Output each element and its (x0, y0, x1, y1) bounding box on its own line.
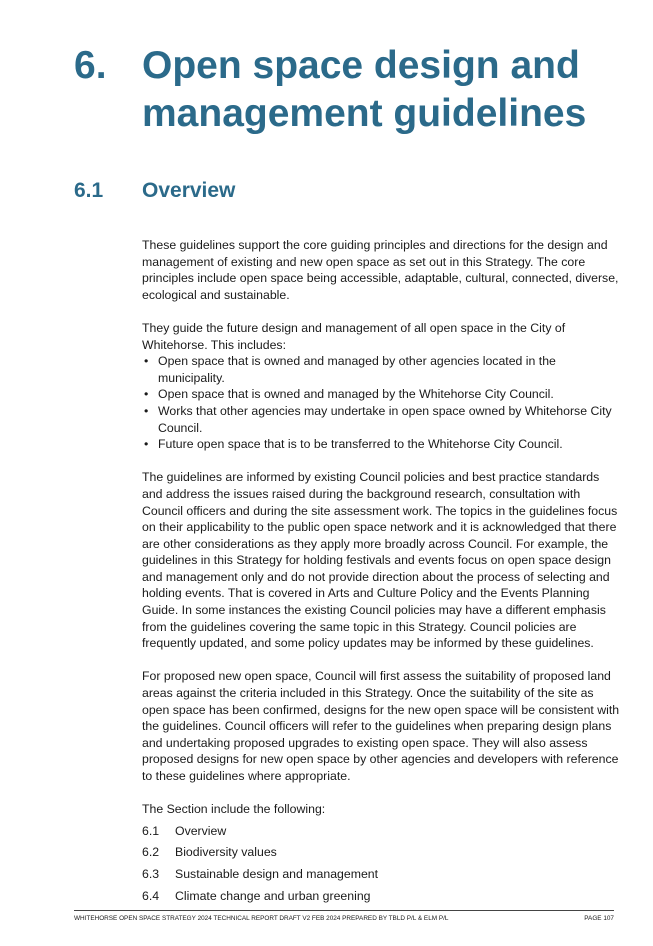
list-item: • Works that other agencies may undertake in open space owned by Whitehorse City Council. (142, 403, 622, 436)
chapter-number: 6. (74, 44, 107, 87)
list-item: • Future open space that is to be transferred to the Whitehorse City Council. (142, 436, 622, 453)
scope-list (142, 353, 622, 453)
page-footer (74, 914, 614, 923)
body-text (142, 237, 622, 909)
footer-divider (74, 910, 614, 911)
contents-item (142, 844, 622, 866)
chapter-title: Open space design and management guidelines (142, 44, 587, 135)
contents-label: Climate change and urban greening (175, 888, 371, 903)
chapter-heading (74, 42, 634, 138)
contents-label: Overview (175, 823, 227, 838)
section-contents-list (142, 823, 622, 909)
list-item: • Open space that is owned and managed by the Whitehorse City Council. (142, 386, 622, 403)
section-title: Overview (142, 179, 236, 202)
contents-label: Sustainable design and management (175, 866, 379, 881)
contents-number: 6.4 (142, 888, 160, 903)
contents-number: 6.2 (142, 845, 160, 860)
list-item: • Open space that is owned and managed by other agencies located in the municipality. (142, 353, 622, 386)
section-number: 6.1 (74, 179, 104, 202)
contents-number: 6.3 (142, 866, 160, 881)
paragraph-scope: They guide the future design and management of all open space in the City of Whitehorse. This includes: (142, 320, 566, 352)
contents-item (142, 866, 622, 888)
contents-item (142, 823, 622, 845)
paragraph-new-open-space: For proposed new open space, Council will first assess the suitability of proposed land areas against the criteria included in this Strategy. Once the suitability of the site as open space has been confirmed, designs for the new open space will be consistent with the guidelines. Council officers will refer to the guidelines when preparing design plans and undertaking proposed upgrades to existing open space. They will also assess proposed designs for new open space by other agencies and developers with reference to these guidelines where appropriate. (142, 669, 620, 783)
contents-item (142, 888, 622, 910)
paragraph-policies: The guidelines are informed by existing Council policies and best practice standards and address the issues raised during the background research, consultation with Council officers and during the site assessment work. The topics in the guidelines focus on their applicability to the public open space network and it is acknowledged that there are other considerations as they apply more broadly across Council. For example, the guidelines in this Strategy for holding festivals and events focus on open space design and management only and do not provide direction about the process of selecting and holding events. That is covered in Arts and Culture Policy and the Events Planning Guide. In some instances the existing Council policies may have a different emphasis from the guidelines covering the same topic in this Strategy. Council policies are frequently updated, and some policy updates may be informed by these guidelines. (142, 470, 618, 651)
section-heading (74, 178, 574, 204)
contents-label: Biodiversity values (175, 845, 277, 860)
paragraph-intro: These guidelines support the core guiding principles and directions for the design and management of existing and new open space as set out in this Strategy. The core principles include open space being accessible, adaptable, cultural, connected, diverse, ecological and sustainable. (142, 238, 619, 302)
footer-document-info: WHITEHORSE OPEN SPACE STRATEGY 2024 TECHNICAL REPORT DRAFT V2 FEB 2024 PREPARED BY TBLD P/L & ELM P/L (74, 915, 449, 922)
contents-number: 6.1 (142, 823, 160, 838)
page-number: PAGE 107 (584, 915, 614, 922)
paragraph-section-contents: The Section include the following: (142, 802, 326, 817)
